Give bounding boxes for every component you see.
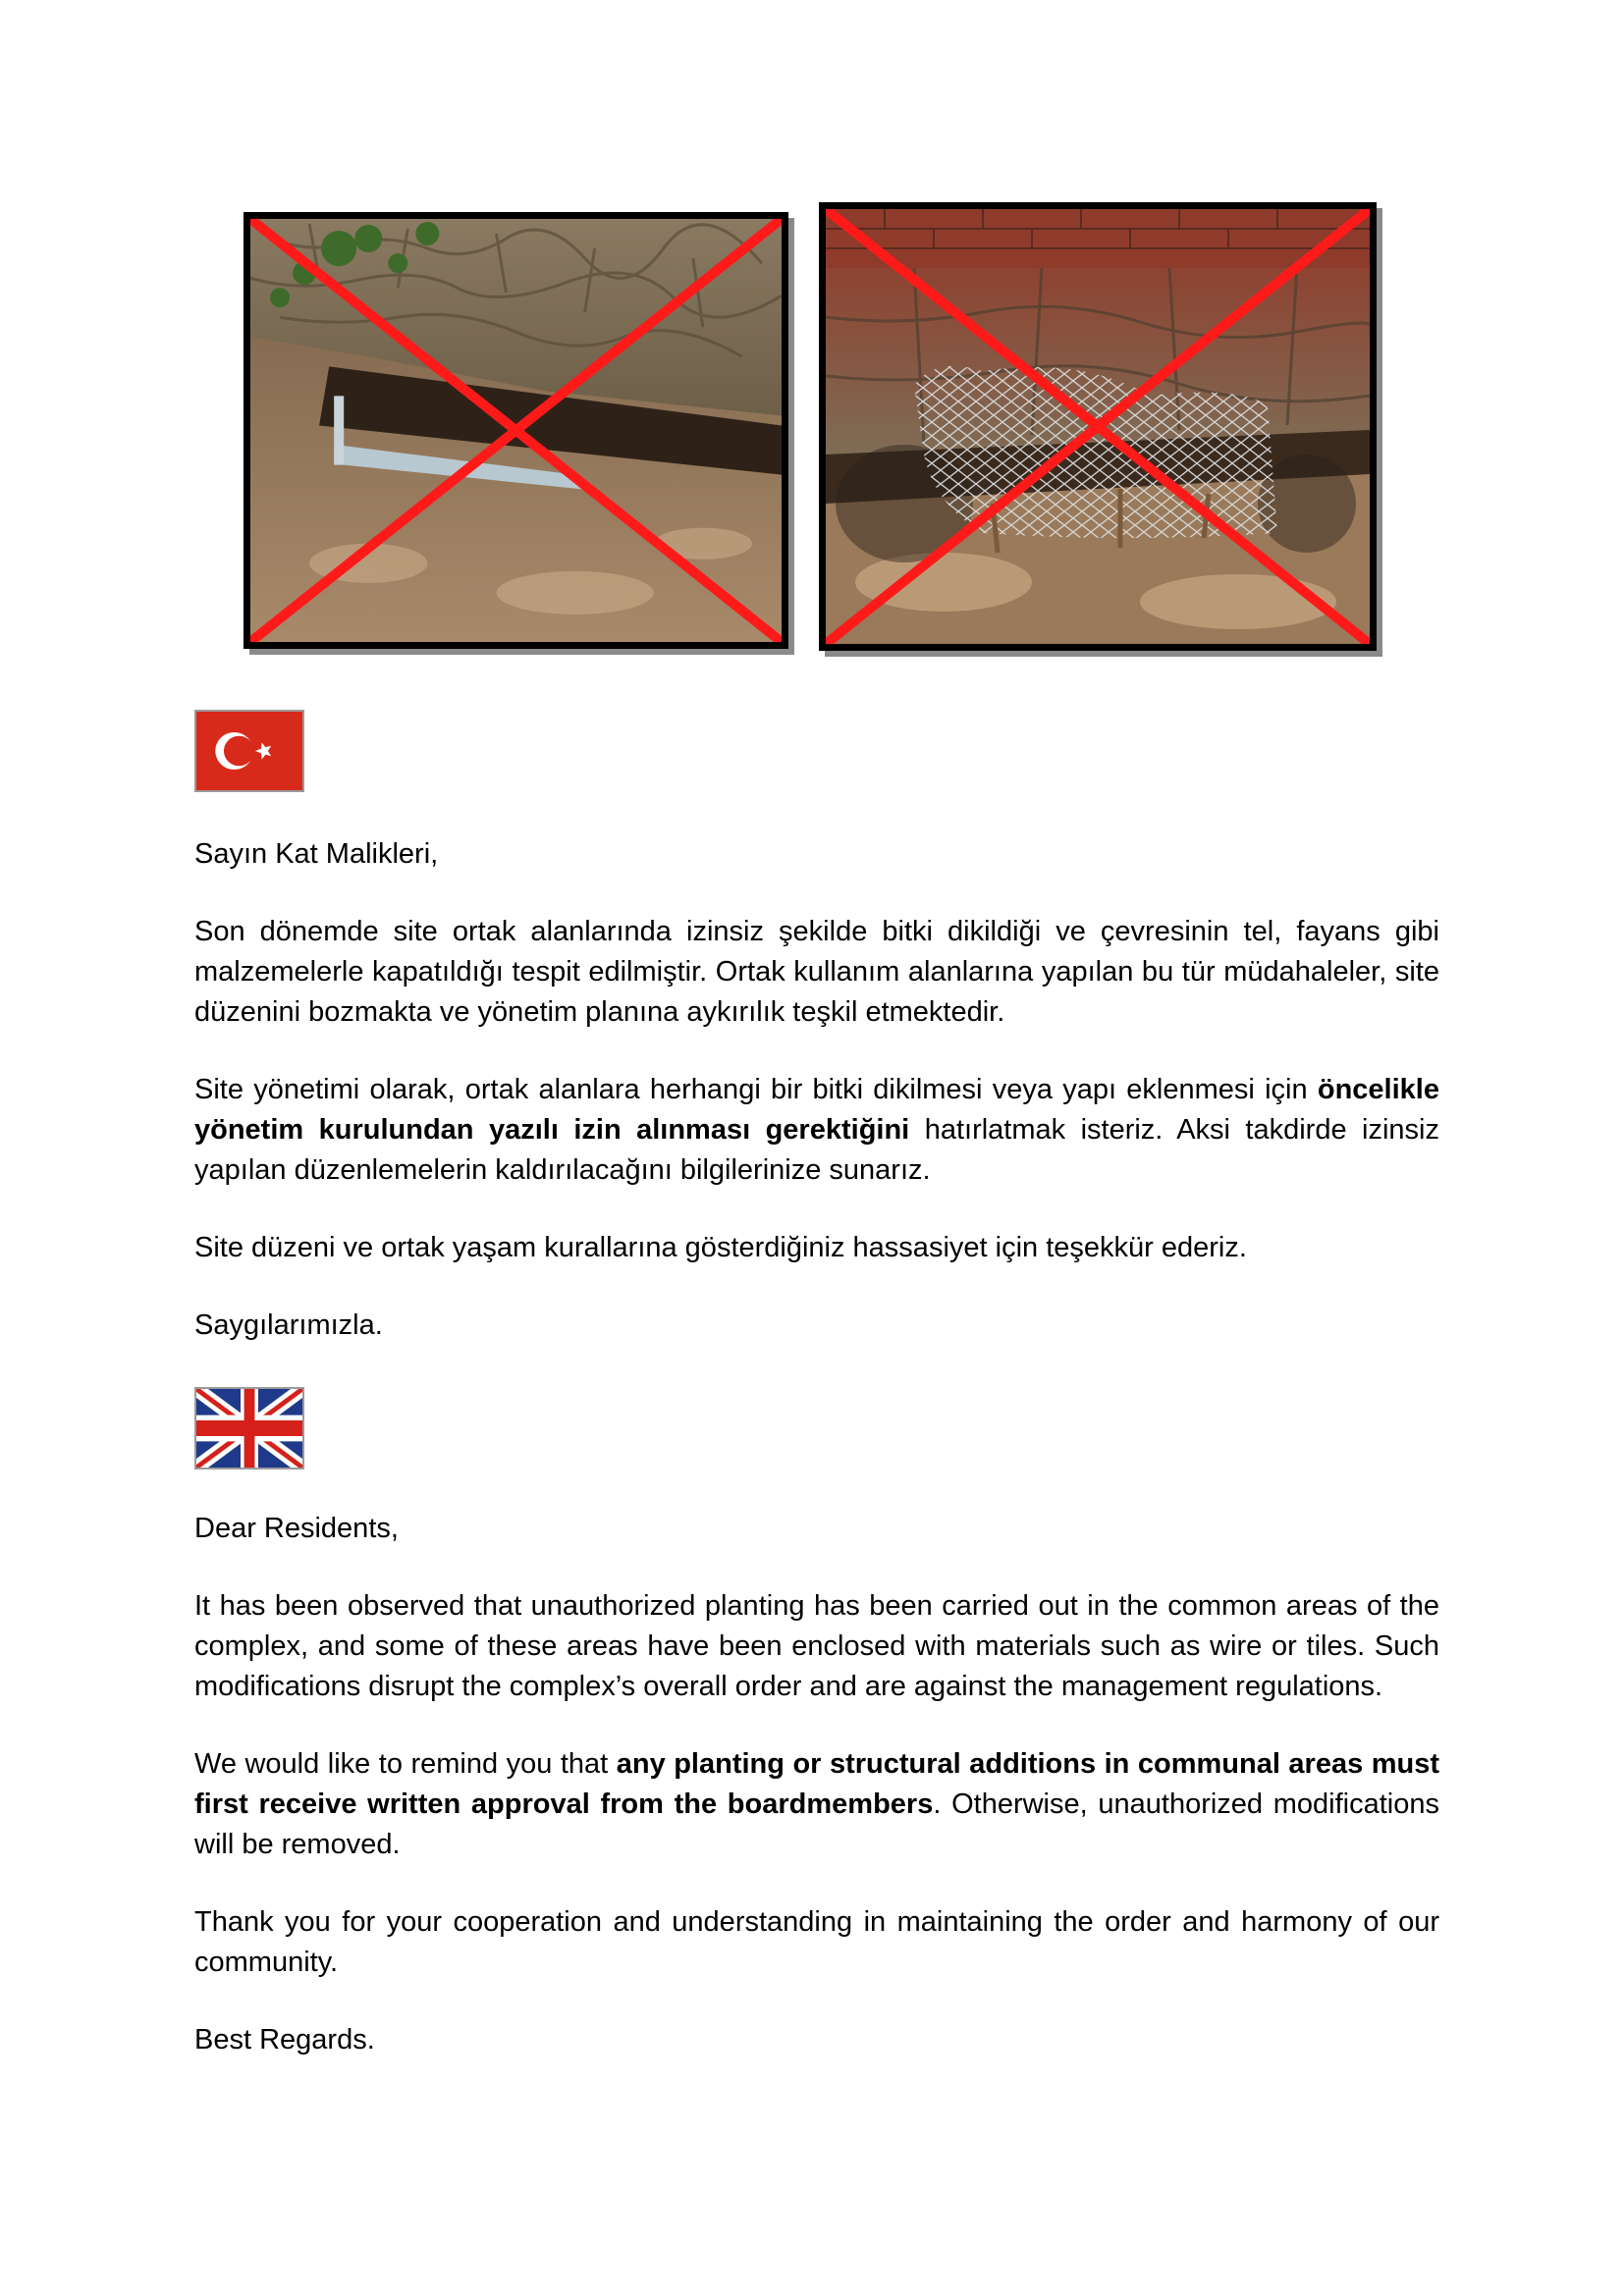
english-p2-emphasis: any planting or structural additions in communal areas must first receive written approval from the boardmembers [194, 1748, 1439, 1820]
turkish-closing: Saygılarımızla. [194, 1309, 383, 1341]
turkish-notice [194, 834, 1439, 1346]
english-paragraph-1: It has been observed that unauthorized planting has been carried out in the common areas of the complex, and some of these areas have been enclosed with materials such as wire or tiles. Such modifications disrupt the complex’s overall order and are against the management regulations. [194, 1590, 1439, 1702]
english-greeting: Dear Residents, [194, 1513, 399, 1544]
english-notice [194, 1509, 1439, 2060]
english-paragraph-3: Thank you for your cooperation and understanding in maintaining the order and harmony of our community. [194, 1906, 1439, 1978]
english-p2-start: We would like to remind you that [194, 1748, 617, 1780]
rejected-photo-trench-tiles-icon [244, 212, 788, 649]
turkish-p2-start: Site yönetimi olarak, ortak alanlara herhangi bir bitki dikilmesi veya yapı eklenmesi için [194, 1074, 1318, 1105]
uk-flag-icon [194, 1387, 304, 1469]
turkish-flag-icon [194, 710, 304, 792]
english-closing: Best Regards. [194, 2024, 375, 2056]
rejected-photo-wire-fence-icon [819, 202, 1377, 651]
turkish-p2-emphasis: öncelikle yönetim kurulundan yazılı izin alınması gerektiğini [194, 1074, 1439, 1146]
english-paragraph-2 [194, 1744, 1439, 1865]
turkish-paragraph-2 [194, 1070, 1439, 1191]
turkish-p2-end: hatırlatmak isteriz. Aksi takdirde izinsiz yapılan düzenlemelerin kaldırılacağını bilgilerinize sunarız. [194, 1114, 1439, 1186]
english-p2-end: . Otherwise, unauthorized modifications will be removed. [194, 1789, 1439, 1860]
turkish-paragraph-3: Site düzeni ve ortak yaşam kurallarına gösterdiğiniz hassasiyet için teşekkür ederiz. [194, 1232, 1247, 1263]
turkish-paragraph-1: Son dönemde site ortak alanlarında izinsiz şekilde bitki dikildiği ve çevresinin tel, fayans gibi malzemelerle kapatıldığı tespit edilmiştir. Ortak kullanım alanlarına yapılan bu tür müdahaleler, site düzenini bozmakta ve yönetim planına aykırılık teşkil etmektedir. [194, 916, 1439, 1028]
turkish-greeting: Sayın Kat Malikleri, [194, 838, 439, 870]
